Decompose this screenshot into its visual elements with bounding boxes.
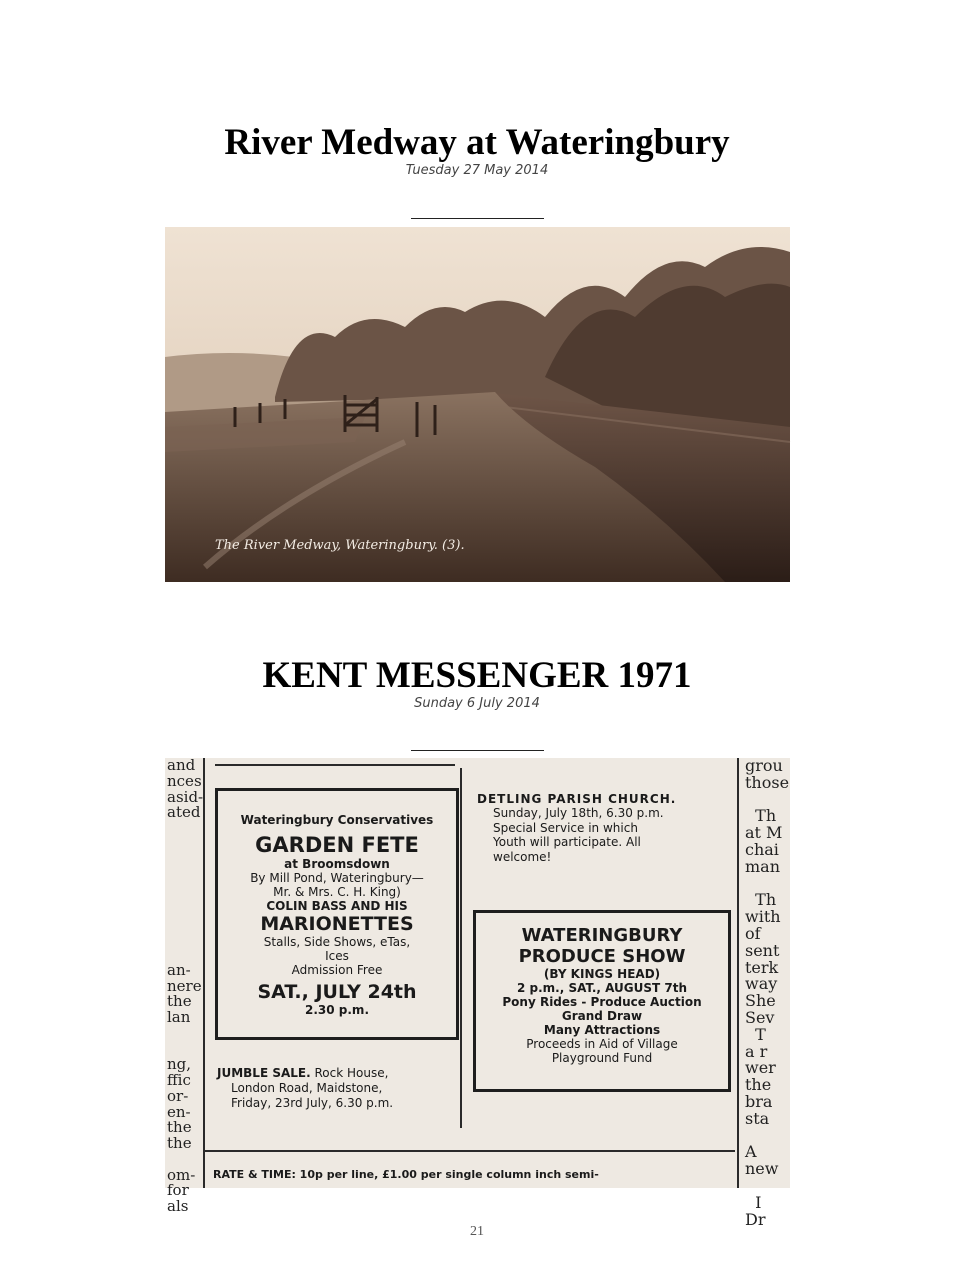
jumble-line-2: London Road, Maidstone,: [231, 1081, 383, 1095]
fete-admission: Admission Free: [291, 963, 383, 977]
post-title[interactable]: KENT MESSENGER 1971: [262, 655, 692, 696]
produce-sub: (BY KINGS HEAD): [543, 967, 661, 981]
produce-headline-1: WATERINGBURY: [521, 925, 683, 946]
column-rule: [737, 758, 739, 1188]
produce-line-2: Grand Draw: [561, 1009, 643, 1023]
detling-label: DETLING PARISH CHURCH.: [477, 792, 677, 806]
jumble-sale-notice: [217, 1066, 449, 1111]
fete-stalls-1: Stalls, Side Shows, eTas,: [263, 935, 411, 949]
fete-act-2: MARIONETTES: [260, 913, 414, 935]
produce-when: 2 p.m., SAT., AUGUST 7th: [516, 981, 688, 995]
jumble-label: JUMBLE SALE.: [217, 1066, 311, 1080]
section-rule: [205, 1150, 735, 1152]
produce-line-4: Proceeds in Aid of Village: [526, 1037, 678, 1051]
produce-line-5: Playground Fund: [551, 1051, 653, 1065]
fete-venue: at Broomsdown: [284, 857, 390, 871]
title-divider: [411, 218, 544, 219]
garden-fete-ad: [215, 788, 459, 1040]
page-number: 21: [470, 1224, 484, 1239]
fete-headline: GARDEN FETE: [255, 833, 419, 857]
photo-caption: The River Medway, Wateringbury. (3).: [215, 538, 465, 553]
post-date: Sunday 6 July 2014: [414, 696, 540, 711]
post-river-medway: [0, 123, 954, 179]
newspaper-clipping: [165, 756, 790, 1229]
column-rule: [460, 768, 462, 1128]
produce-headline-2: PRODUCE SHOW: [518, 946, 686, 967]
section-rule: [215, 764, 455, 766]
produce-line-1: Pony Rides - Produce Auction: [502, 995, 702, 1009]
river-photo: [165, 227, 790, 582]
fete-address-2: Mr. & Mrs. C. H. King): [273, 885, 401, 899]
detling-line-2: Special Service in which: [493, 820, 638, 835]
produce-show-ad: [473, 910, 731, 1092]
title-divider: [411, 750, 544, 751]
fete-address-1: By Mill Pond, Wateringbury—: [250, 871, 424, 885]
fete-date: SAT., JULY 24th: [257, 981, 417, 1003]
detling-line-1: Sunday, July 18th, 6.30 p.m.: [493, 806, 664, 821]
post-kent-messenger: [0, 656, 954, 712]
fete-stalls-2: Ices: [325, 949, 349, 963]
column-rule: [203, 758, 205, 1188]
post-date: Tuesday 27 May 2014: [405, 163, 549, 178]
post-title[interactable]: River Medway at Wateringbury: [224, 122, 730, 163]
jumble-line-3: Friday, 23rd July, 6.30 p.m.: [231, 1096, 394, 1110]
detling-church-notice: [477, 792, 727, 864]
produce-line-3: Many Attractions: [543, 1023, 661, 1037]
sepia-river-image: [165, 227, 790, 582]
left-column-text: and nces asid- ated an- nere the lan ng, ffic or- en- the the om- for als: [167, 756, 204, 1215]
rates-line: RATE & TIME: 10p per line, £1.00 per single column inch semi-: [213, 1168, 599, 1181]
right-column-text: grou those Th at M chai man Th with of sent terk way She Sev T a r wer the bra sta A new I Dr: [745, 756, 790, 1229]
detling-line-3: Youth will participate. All: [493, 835, 641, 850]
jumble-line-1: Rock House,: [310, 1066, 389, 1080]
fete-act-1: COLIN BASS AND HIS: [266, 899, 408, 913]
fete-org: Wateringbury Conservatives: [240, 813, 434, 827]
fete-time: 2.30 p.m.: [305, 1003, 369, 1017]
detling-line-4: welcome!: [493, 849, 552, 864]
